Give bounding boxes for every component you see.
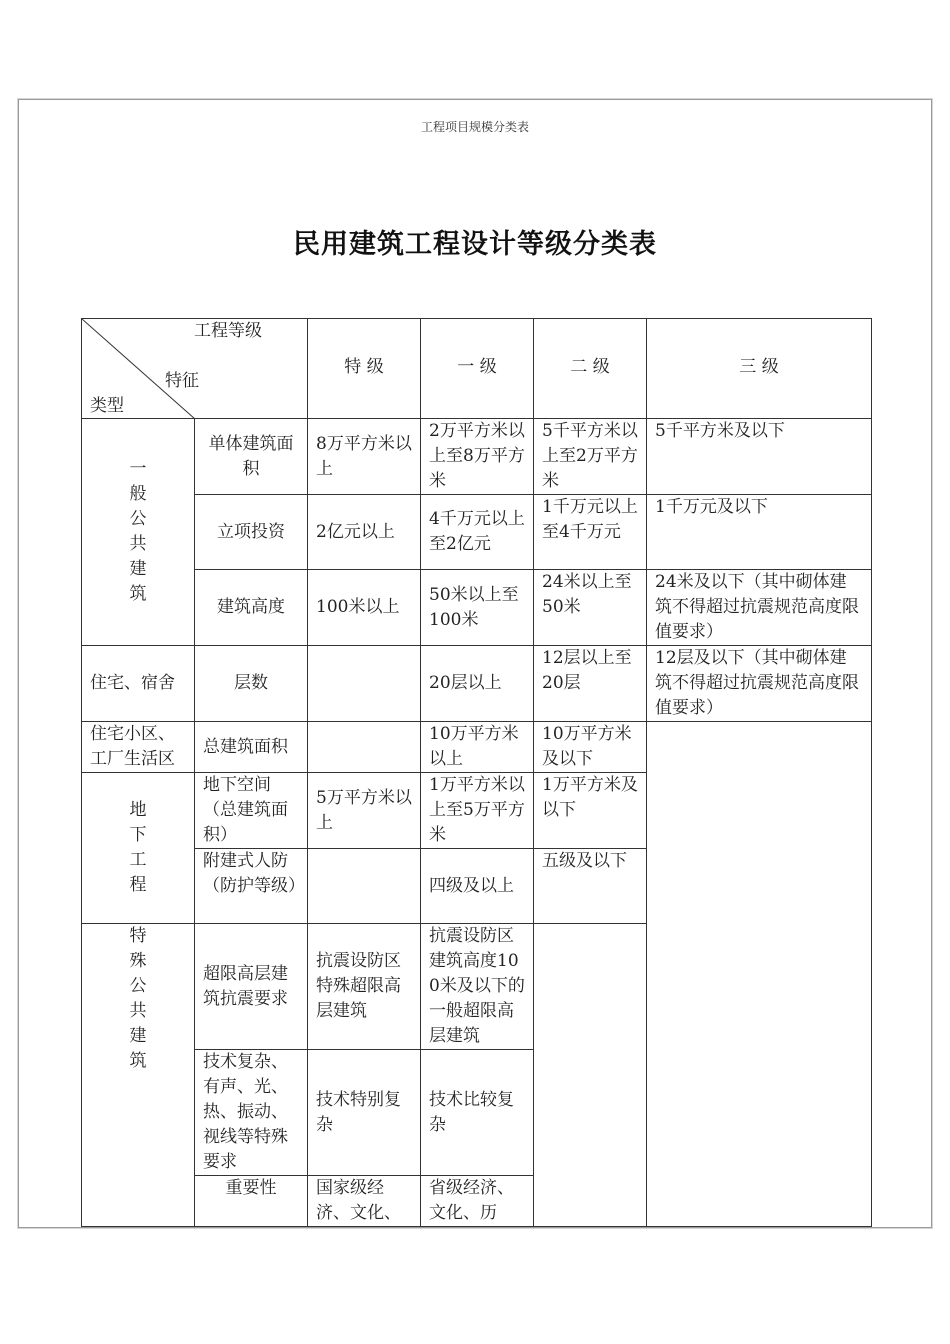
level1-cell: 2万平方米以上至8万平方米 [421,419,534,495]
level-special: 特 级 [308,319,421,419]
table-row [82,646,872,722]
feature-cell: 技术复杂、有声、光、热、振动、视线等特殊要求 [195,1050,308,1176]
level2-cell: 1千万元以上至4千万元 [534,495,647,570]
corner-type-label: 类型 [90,396,124,416]
special-cell [308,849,421,924]
table-row [82,722,872,773]
special-cell: 100米以上 [308,570,421,646]
level1-cell: 50米以上至100米 [421,570,534,646]
level3-cell: 1千万元及以下 [647,495,872,570]
level2-cell: 10万平方米及以下 [534,722,647,773]
special-cell: 2亿元以上 [308,495,421,570]
classification-table [81,318,872,1227]
type-underground: 地 下 工 程 [82,773,195,924]
level2-cell: 12层以上至20层 [534,646,647,722]
table-header-row [82,319,872,419]
page-title: 民用建筑工程设计等级分类表 [293,229,657,260]
level2-cell: 5千平方米以上至2万平方米 [534,419,647,495]
type-special-public: 特 殊 公 共 建 筑 [82,924,195,1227]
table-row [82,570,872,646]
level2-empty-block [534,924,647,1227]
special-cell [308,646,421,722]
page-header: 工程项目规模分类表 [420,120,529,134]
type-community: 住宅小区、工厂生活区 [82,722,195,773]
level3-cell: 24米及以下（其中砌体建筑不得超过抗震规范高度限值要求） [647,570,872,646]
level1-cell: 四级及以上 [421,849,534,924]
special-cell: 5万平方米以上 [308,773,421,849]
level3-cell: 5千平方米及以下 [647,419,872,495]
level2-cell: 五级及以下 [534,849,647,924]
special-cell: 国家级经济、文化、 [308,1176,421,1227]
special-cell: 8万平方米以上 [308,419,421,495]
feature-cell: 总建筑面积 [195,722,308,773]
special-cell: 技术特别复杂 [308,1050,421,1176]
feature-cell: 层数 [195,646,308,722]
feature-cell: 超限高层建筑抗震要求 [195,924,308,1050]
level2-cell: 1万平方米及以下 [534,773,647,849]
special-cell: 抗震设防区特殊超限高层建筑 [308,924,421,1050]
level1-cell: 技术比较复杂 [421,1050,534,1176]
feature-cell: 重要性 [195,1176,308,1227]
corner-cell [82,319,308,419]
document-frame [18,99,932,1228]
level1-cell: 10万平方米以上 [421,722,534,773]
feature-cell: 附建式人防（防护等级） [195,849,308,924]
level1-cell: 20层以上 [421,646,534,722]
special-cell [308,722,421,773]
level3-empty-block [647,722,872,1227]
feature-cell: 建筑高度 [195,570,308,646]
level2-cell: 24米以上至50米 [534,570,647,646]
level-3: 三 级 [647,319,872,419]
level3-cell: 12层及以下（其中砌体建筑不得超过抗震规范高度限值要求） [647,646,872,722]
level1-cell: 1万平方米以上至5万平方米 [421,773,534,849]
feature-cell: 单体建筑面积 [195,419,308,495]
feature-cell: 立项投资 [195,495,308,570]
level1-cell: 4千万元以上至2亿元 [421,495,534,570]
feature-cell: 地下空间（总建筑面积） [195,773,308,849]
corner-feature-label: 特征 [165,371,199,391]
type-general-public: 一 般 公 共 建 筑 [82,419,195,646]
table-row [82,419,872,495]
level1-cell: 省级经济、文化、历 [421,1176,534,1227]
level-2: 二 级 [534,319,647,419]
table-row [82,495,872,570]
type-residential: 住宅、宿舍 [82,646,195,722]
corner-grade-label: 工程等级 [194,321,262,341]
level1-cell: 抗震设防区建筑高度100米及以下的一般超限高层建筑 [421,924,534,1050]
level-1: 一 级 [421,319,534,419]
